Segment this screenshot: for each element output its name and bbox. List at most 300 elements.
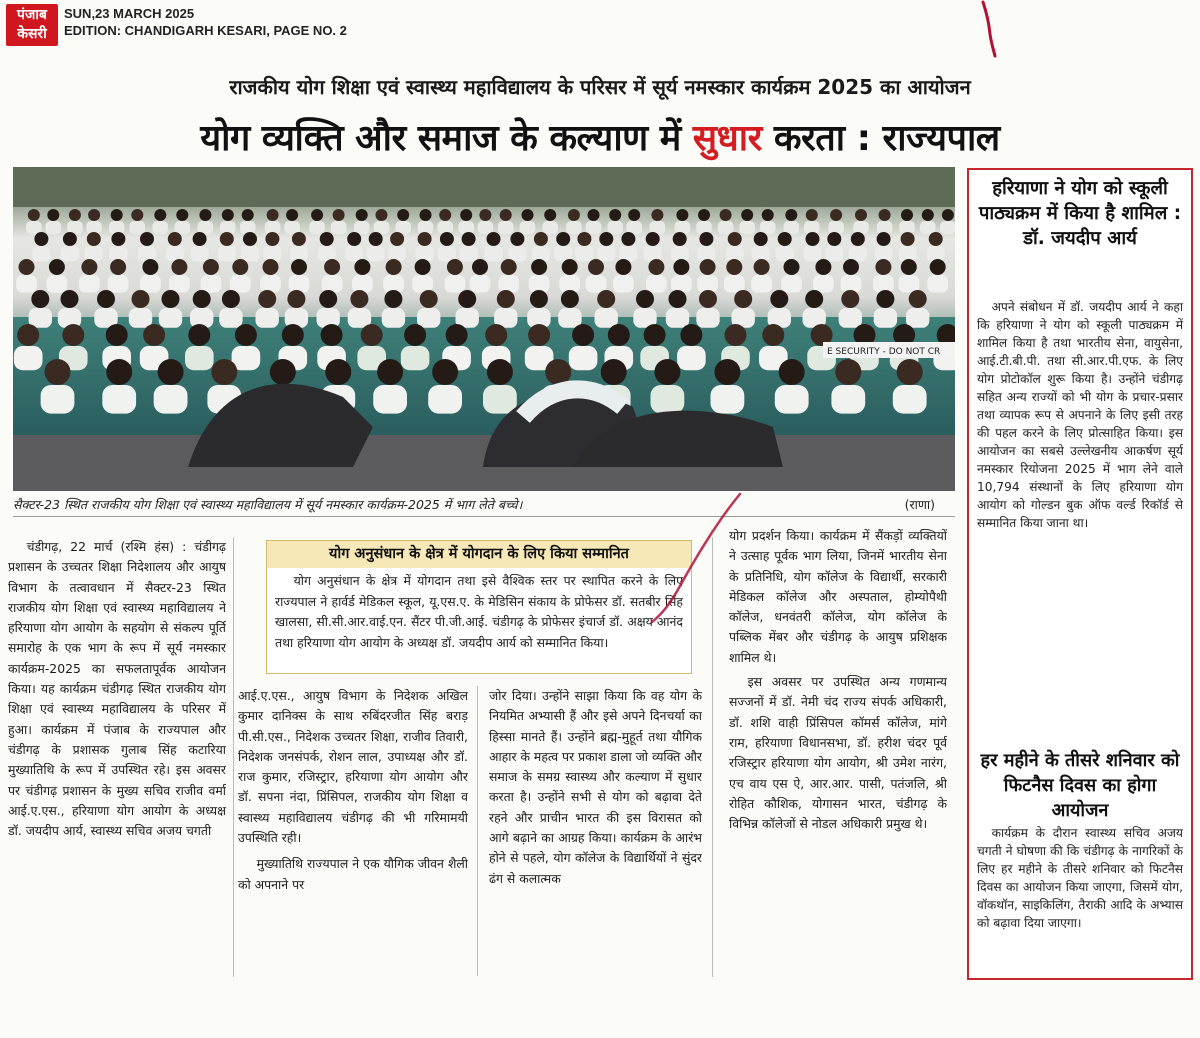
crowd-person-body (696, 308, 719, 328)
crowd-person-body (140, 275, 161, 293)
crowd-person-head (377, 359, 403, 385)
crowd-person-body (460, 246, 478, 261)
crowd-person-head (162, 290, 180, 308)
crowd-person-head (877, 232, 891, 246)
crowd-person-head (725, 324, 747, 346)
crowd-person-head (714, 359, 740, 385)
crowd-person-body (597, 246, 615, 261)
crowd-person-body (175, 221, 191, 234)
crowd-person-head (34, 232, 48, 246)
crowd-person-head (479, 209, 491, 221)
crowd-person-head (673, 259, 689, 275)
newspaper-logo (6, 4, 58, 46)
crowd-person-head (447, 259, 463, 275)
crowd-person-head (47, 209, 59, 221)
column-2-text-2: मुख्यातिथि राज्यपाल ने एक यौगिक जीवन शैली को अपनाने पर (238, 856, 468, 892)
crowd-person-head (386, 259, 402, 275)
crowd-person-head (415, 259, 431, 275)
crowd-person-head (930, 259, 946, 275)
crowd-person-head (320, 232, 334, 246)
crowd-person-head (158, 359, 184, 385)
crowd-person-body (874, 308, 897, 328)
crowd-person-body (813, 275, 834, 293)
crowd-person-head (875, 259, 891, 275)
sidebar-heading-1: हरियाणा ने योग को स्कूली पाठ्यक्रम में किया है शामिल : डॉ. जयदीप आर्य (978, 178, 1182, 249)
crowd-person-body (191, 246, 209, 261)
photo-credit: (राणा) (904, 497, 935, 512)
crowd-person-body (108, 275, 129, 293)
crowd-person-head (815, 259, 831, 275)
crowd-person-head (784, 259, 800, 275)
crowd-person-body (920, 221, 936, 234)
crowd-person-body (153, 221, 169, 234)
crowd-person-head (636, 290, 654, 308)
crowd-person-body (388, 246, 406, 261)
crowd-person-body (498, 275, 519, 293)
crowd-person-body (354, 221, 370, 234)
crowd-person-head (140, 232, 154, 246)
crowd-person-body (438, 246, 456, 261)
crowd-person-body (751, 275, 772, 293)
crowd-person-head (588, 259, 604, 275)
crowd-person-body (345, 246, 363, 261)
inset-body: योग अनुसंधान के क्षेत्र में योगदान तथा इसे वैश्विक स्तर पर स्थापित करने के लिए राज्यपाल ने हार्वर्ड मेडिकल स्कूल, यू.एस.ए. के मेडिसिन संकाय के प्रोफेसर डॉ. सतबीर सिंह खालसा, सी.सी.आर.वाई.एन. सैंटर पी.जी.आई. चंडीगढ़ के प्रोफेसर इंचार्ज डॉ. अक्षय आनंद तथा हरियाणा योग आयोग के अध्यक्ष डॉ. जयदीप आर्य को सम्मानित किया। (275, 573, 683, 650)
event-photo-illustration (13, 167, 955, 491)
crowd-person-head (369, 232, 383, 246)
crowd-person-head (45, 359, 71, 385)
crowd-person-head (830, 209, 842, 221)
headline-part-2: करता : राज्यपाल (761, 118, 1000, 159)
crowd-person-body (595, 308, 618, 328)
crowd-person-body (940, 221, 955, 234)
crowd-person-body (159, 308, 182, 328)
crowd-person-head (31, 290, 49, 308)
crowd-person-head (265, 232, 279, 246)
crowd-person-body (470, 275, 491, 293)
sidebar-body-2-text: कार्यक्रम के दौरान स्वास्थ्य सचिव अजय चगती ने घोषणा की कि चंडीगढ़ के नागरिकों के लिए हर महीने के तीसरे शनिवार को फिटनैस दिवस का आयोजन किया जाएगा, जिसमें योग, वॉकथॉन, साइकिलिंग, तैराकी आदि के अभ्यास को बढ़ावा दिया जाएगा। (977, 826, 1183, 930)
crowd-person-body (484, 246, 502, 261)
crowd-person-head (232, 259, 248, 275)
crowd-person-head (599, 232, 613, 246)
crowd-person-head (404, 324, 426, 346)
article-column-3 (489, 686, 702, 978)
event-photo (13, 167, 955, 491)
crowd-person-head (728, 232, 742, 246)
crowd-person-body (412, 275, 433, 293)
caption-rule (13, 516, 955, 517)
crowd-person-head (28, 209, 40, 221)
crowd-person-body (666, 308, 689, 328)
crowd-person-head (286, 209, 298, 221)
crowd-person-head (311, 209, 323, 221)
crowd-person-head (562, 259, 578, 275)
crowd-person-head (644, 324, 666, 346)
crowd-person-head (942, 209, 954, 221)
crowd-person-head (193, 232, 207, 246)
crowd-person-head (106, 324, 128, 346)
crowd-person-head (726, 259, 742, 275)
crowd-person-head (588, 209, 600, 221)
publication-date: SUN,23 MARCH 2025 (64, 6, 195, 21)
crowd-person-head (835, 359, 861, 385)
crowd-person-body (739, 221, 755, 234)
crowd-person-body (230, 275, 251, 293)
crowd-person-head (497, 290, 515, 308)
crowd-person-head (143, 324, 165, 346)
crowd-person-head (97, 290, 115, 308)
crowd-person-head (458, 290, 476, 308)
crowd-person-head (669, 290, 687, 308)
crowd-person-body (32, 246, 50, 261)
crowd-person-head (62, 324, 84, 346)
crowd-person-head (291, 259, 307, 275)
crowd-person-head (418, 232, 432, 246)
crowd-person-head (577, 232, 591, 246)
crowd-person-body (218, 246, 236, 261)
crowd-person-head (142, 259, 158, 275)
crowd-person-body (130, 221, 146, 234)
crowd-person-head (397, 209, 409, 221)
crowd-person-head (321, 324, 343, 346)
crowd-person-body (289, 275, 310, 293)
crowd-person-head (628, 209, 640, 221)
crowd-person-body (927, 246, 945, 261)
column-divider-3 (712, 537, 713, 977)
crowd-person-head (384, 290, 402, 308)
crowd-person-body (825, 246, 843, 261)
photo-banner-text: E SECURITY - DO NOT CR (827, 347, 941, 357)
crowd-person-body (671, 246, 689, 261)
crowd-person-head (646, 232, 660, 246)
column-4-text-2: इस अवसर पर उपस्थित अन्य गणमान्य सज्जनों में डॉ. नेमी चंद राज्य संपर्क अधिकारी, डॉ. शशि वाही प्रिंसिपल कॉमर्स कॉलेज, मांगे राम, हरियाणा विधानसभा, डॉ. हरीश चंदर पूर्व रजिस्ट्रार हरियाणा योग आयोग, श्री उमेश नारंग, एच वाय एस ऐ, आर.आर. पासी, पतंजलि, श्री रोहित कौशिक, योगासन भारत, चंडीगढ़ के विभिन्न कॉलेजों से नोडल अधिकारी प्रमुख थे। (729, 674, 947, 832)
crowd-person-body (619, 246, 637, 261)
crowd-person-head (131, 209, 143, 221)
crowd-person-head (778, 232, 792, 246)
crowd-person-head (61, 290, 79, 308)
crowd-person-head (673, 232, 687, 246)
crowd-person-head (762, 209, 774, 221)
crowd-person-head (698, 209, 710, 221)
crowd-person-head (168, 232, 182, 246)
crowd-person-body (724, 275, 745, 293)
crowd-person-head (699, 290, 717, 308)
crowd-person-body (586, 275, 607, 293)
article-kicker: राजकीय योग शिक्षा एवं स्वास्थ्य महाविद्यालय के परिसर में सूर्य नमस्कार कार्यक्रम 2025 का आयोजन (229, 75, 971, 99)
crowd-person-body (569, 346, 598, 370)
column-1-text: चंडीगढ़, 22 मार्च (रश्मि हंस) : चंडीगढ़ प्रशासन के उच्चतर शिक्षा निदेशालय और आयुष विभाग के तत्वावधान में सैक्टर-23 स्थित राजकीय योग शिक्षा एवं स्वास्थ्य महाविद्यालय ने हरियाणा योग आयोग के सहयोग से संकल्प पूर्ति समारोह के एक भाग के रूप में सूर्य नमस्कार कार्यक्रम-2025 का सफलतापूर्वक आयोजन किया। यह कार्यक्रम चंडीगढ़ स्थित राजकीय योग शिक्षा एवं स्वास्थ्य महाविद्यालय के परिसर में हुआ। कार्यक्रम में पंजाब के राज्यपाल और चंडीगढ़ के प्रशासक गुलाब सिंह कटारिया मुख्यातिथि के रूप में उपस्थित रहे। इस अवसर पर चंडीगढ़ प्रशासन के मुख्य सचिव राजीव वर्मा आई.ए.एस., हरियाणा योग आयोग के अध्यक्ष डॉ. जयदीप आर्य, स्वास्थ्य सचिव अजय चगती (8, 539, 226, 839)
crowd-person-head (676, 209, 688, 221)
crowd-person-head (462, 232, 476, 246)
column-4-text-1: योग प्रदर्शन किया। कार्यक्रम में सैंकड़ों व्यक्तियों ने उत्साह पूर्वक भाग लिया, जिनमें भारतीय सेना के प्रतिनिधि, योग कॉलेज के विद्यार्थी, सरकारी मेडिकल कॉलेज और अस्पताल, होम्योपैथी कॉलेज, धनवंतरी कॉलेज, योग कॉलेज के पब्लिक मेंबर और चंडीगढ़ के आयुष प्रशिक्षक शामिल थे। (729, 528, 947, 665)
column-2-text-1: आई.ए.एस., आयुष विभाग के निदेशक अखिल कुमार दानिक्स के साथ रुबिंदरजीत सिंह बराड़ पी.सी.एस., निदेशक उच्चतर शिक्षा, राजीव तिवारी, निदेशक जनसंपर्क, रोशन लाल, उपाध्यक्ष और डॉ. राज कुमार, रजिस्ट्रार, हरियाणा योग आयोग और डॉ. सपना नंदा, प्रिंसिपल, राजकीय योग शिक्षा व स्वास्थ्य महाविद्यालय चंडीगढ़ की भी गरिमामयी उपस्थिति रही। (238, 688, 468, 846)
article-column-4 (729, 526, 947, 978)
crowd-person-head (770, 290, 788, 308)
crowd-person-head (420, 290, 438, 308)
crowd-person-body (138, 246, 156, 261)
crowd-person-head (601, 359, 627, 385)
crowd-person-head (446, 324, 468, 346)
crowd-person-head (608, 324, 630, 346)
crowd-person-head (741, 209, 753, 221)
crowd-person-body (498, 221, 514, 234)
crowd-person-head (376, 209, 388, 221)
crowd-person-head (356, 209, 368, 221)
crowd-person-head (292, 232, 306, 246)
crowd-person-head (806, 232, 820, 246)
crowd-person-head (176, 209, 188, 221)
crowd-person-body (201, 275, 222, 293)
crowd-person-body (775, 385, 809, 414)
crowd-person-head (530, 290, 548, 308)
crowd-person-body (532, 246, 550, 261)
crowd-person-head (472, 259, 488, 275)
crowd-person-body (478, 221, 494, 234)
sidebar-body-1 (977, 298, 1183, 532)
crowd-person-body (644, 246, 662, 261)
crowd-person-head (522, 209, 534, 221)
crowd-person-body (352, 275, 373, 293)
sidebar-body-1-text: अपने संबोधन में डॉ. जयदीप आर्य ने कहा कि हरियाणा ने योग को स्कूली पाठ्यक्रम में शामिल किया है तथा भारतीय सेना, वायुसेना, आई.टी.बी.पी. तथा सी.आर.पी.एफ. के लिए योग प्रोटोकॉल शुरू किया है। उन्होंने चंडीगढ़ सहित अन्य राज्यों को भी योग के प्रचार-प्रसार तथा व्यापक रूप से अपनाने के लिए इसी तरह की पहल करने के लिए प्रोत्साहित किया। इस आयोजन का सबसे उल्लेखनीय आकर्षण सूर्य नमस्कार रियोजना 2025 में भाग लेने वाले 10,794 संस्थानों के लिए हरियाणा योग आयोग को गोल्डन बुक ऑफ वर्ल्ड रिकॉर्ड से सम्मानित किया जाना था। (977, 300, 1183, 530)
crowd-person-body (520, 221, 536, 234)
crowd-person-head (922, 209, 934, 221)
logo-line-1: पंजाब (17, 7, 47, 23)
crowd-person-head (243, 232, 257, 246)
crowd-person-head (347, 232, 361, 246)
crowd-person-body (575, 246, 593, 261)
crowd-person-body (263, 246, 281, 261)
crowd-person-head (485, 324, 507, 346)
crowd-person-body (428, 385, 462, 414)
crowd-person-body (416, 246, 434, 261)
crowd-person-body (697, 275, 718, 293)
crowd-person-head (897, 359, 923, 385)
crowd-person-body (586, 221, 602, 234)
crowd-person-head (929, 232, 943, 246)
crowd-person-body (417, 308, 440, 328)
crowd-person-head (651, 209, 663, 221)
sidebar-box (967, 168, 1193, 980)
crowd-person-head (805, 290, 823, 308)
crowd-person-head (440, 232, 454, 246)
crowd-person-head (88, 209, 100, 221)
crowd-person-head (806, 209, 818, 221)
photo-caption: सैक्टर-23 स्थित राजकीय योग शिक्षा एवं स्वास्थ्य महाविद्यालय में सूर्य नमस्कार कार्यक्रम-2025 में भाग लेते बच्चे। (13, 497, 523, 512)
crowd-person-head (267, 209, 279, 221)
crowd-person-body (260, 275, 281, 293)
crowd-person-head (901, 209, 913, 221)
crowd-person-head (319, 290, 337, 308)
crowd-person-head (350, 290, 368, 308)
article-column-2 (238, 686, 468, 978)
crowd-person-body (383, 275, 404, 293)
crowd-person-body (898, 275, 919, 293)
publication-edition: EDITION: CHANDIGARH KESARI, PAGE NO. 2 (64, 23, 347, 38)
crowd-person-body (828, 221, 844, 234)
crowd-person-body (831, 385, 865, 414)
crowd-person-head (19, 259, 35, 275)
inset-heading: योग अनुसंधान के क्षेत्र में योगदान के लिए किया सम्मानित (267, 541, 691, 568)
crowd-person-head (203, 259, 219, 275)
crowd-person-body (185, 346, 214, 370)
crowd-person-head (827, 232, 841, 246)
crowd-person-head (235, 324, 257, 346)
crowd-person-body (256, 308, 279, 328)
crowd-person-body (566, 221, 582, 234)
crowd-person-body (85, 246, 103, 261)
crowd-person-body (906, 308, 929, 328)
crowd-person-body (558, 308, 581, 328)
headline-part-1: योग व्यक्ति और समाज के कल्याण में (200, 118, 693, 159)
crowd-person-head (680, 324, 702, 346)
crowd-person-head (754, 259, 770, 275)
crowd-person-body (166, 246, 184, 261)
crowd-person-head (222, 290, 240, 308)
crowd-person-head (561, 290, 579, 308)
crowd-person-body (508, 246, 526, 261)
column-3-text: जोर दिया। उन्होंने साझा किया कि वह योग के नियमित अभ्यासी हैं और इसे अपने दिनचर्या का हिस्सा मानते हैं। उन्होंने ब्रह्म-मुहूर्त तथा यौगिक आहार के महत्व पर प्रकाश डाला जो व्यक्ति और समाज के समग्र स्वास्थ्य और कल्याण में सुधार करता है। उन्होंने सभी से योग को बढ़ावा देते रहने और प्राचीन भारत की इस विरासत को आगे बढ़ाने का आग्रह किया। कार्यक्रम के आरंभ होने से पहले, योग कॉलेज के विद्यार्थियों ने सुंदर ढंग से कलात्मक (489, 688, 702, 886)
sidebar-body-2 (977, 824, 1183, 932)
crowd-person-body (46, 221, 62, 234)
logo-line-2: केसरी (17, 26, 47, 42)
crowd-person-head (841, 290, 859, 308)
crowd-person-head (263, 259, 279, 275)
crowd-person-head (901, 232, 915, 246)
crowd-person-head (851, 232, 865, 246)
crowd-person-head (287, 290, 305, 308)
crowd-person-body (445, 275, 466, 293)
honour-inset-box (266, 540, 692, 674)
crowd-person-head (361, 324, 383, 346)
crowd-person-body (677, 346, 706, 370)
crowd-person-head (270, 359, 296, 385)
crowd-person-head (49, 259, 65, 275)
crowd-person-body (401, 346, 430, 370)
crowd-person-head (81, 259, 97, 275)
crowd-person-head (531, 259, 547, 275)
crowd-person-body (671, 275, 692, 293)
headline-highlight: सुधार (692, 118, 762, 159)
crowd-person-body (61, 246, 79, 261)
crowd-person-head (222, 209, 234, 221)
crowd-person-body (169, 275, 190, 293)
crowd-person-head (106, 359, 132, 385)
crowd-person-head (171, 259, 187, 275)
crowd-person-head (648, 259, 664, 275)
crowd-person-head (699, 232, 713, 246)
crowd-person-body (803, 246, 821, 261)
crowd-person-head (193, 290, 211, 308)
crowd-person-head (282, 324, 304, 346)
crowd-person-head (597, 290, 615, 308)
crowd-person-body (483, 385, 517, 414)
crowd-person-body (542, 221, 558, 234)
crowd-person-head (534, 232, 548, 246)
crowd-person-head (879, 209, 891, 221)
crowd-person-head (621, 232, 635, 246)
crowd-person-head (615, 259, 631, 275)
column-divider-1 (233, 537, 234, 977)
crowd-person-head (87, 232, 101, 246)
crowd-person-body (651, 385, 685, 414)
crowd-person-head (556, 232, 570, 246)
crowd-person-body (382, 308, 405, 328)
crowd-person-body (646, 275, 667, 293)
crowd-person-head (762, 324, 784, 346)
crowd-person-head (754, 232, 768, 246)
crowd-person-body (927, 275, 948, 293)
crowd-person-head (439, 209, 451, 221)
crowd-person-body (322, 275, 343, 293)
crowd-person-head (500, 209, 512, 221)
crowd-person-body (373, 385, 407, 414)
column-divider-2 (477, 686, 478, 976)
crowd-person-head (501, 259, 517, 275)
crowd-person-head (544, 209, 556, 221)
crowd-person-body (367, 246, 385, 261)
crowd-person-head (132, 290, 150, 308)
crowd-person-body (841, 275, 862, 293)
crowd-person-head (528, 324, 550, 346)
crowd-person-head (111, 209, 123, 221)
article-column-1 (8, 537, 226, 977)
crowd-person-head (855, 209, 867, 221)
crowd-person-head (654, 359, 680, 385)
crowd-person-head (901, 259, 917, 275)
crowd-person-head (188, 324, 210, 346)
article-headline (8, 112, 1192, 161)
crowd-person-head (572, 324, 594, 346)
crowd-person-body (696, 221, 712, 234)
crowd-person-head (324, 259, 340, 275)
crowd-person-head (487, 359, 513, 385)
crowd-person-body (675, 221, 691, 234)
crowd-person-head (720, 209, 732, 221)
crowd-person-body (240, 221, 256, 234)
crowd-person-head (242, 209, 254, 221)
crowd-person-body (309, 221, 325, 234)
crowd-person-body (331, 221, 347, 234)
crowd-person-head (154, 209, 166, 221)
crowd-person-body (241, 246, 259, 261)
crowd-person-body (458, 221, 474, 234)
crowd-person-body (607, 221, 623, 234)
crowd-person-body (129, 308, 152, 328)
crowd-person-head (69, 209, 81, 221)
crowd-person-body (79, 275, 100, 293)
crowd-person-body (853, 221, 869, 234)
crowd-person-head (609, 209, 621, 221)
crowd-person-head (779, 359, 805, 385)
pen-mark-top (975, 0, 1005, 60)
crowd-person-head (258, 290, 276, 308)
crowd-person-body (26, 221, 42, 234)
crowd-person-head (876, 290, 894, 308)
crowd-person-head (111, 232, 125, 246)
crowd-person-body (16, 275, 37, 293)
publication-meta (64, 5, 347, 39)
crowd-person-head (700, 259, 716, 275)
crowd-person-body (893, 385, 927, 414)
crowd-person-head (220, 232, 234, 246)
crowd-person-head (354, 259, 370, 275)
crowd-person-head (843, 259, 859, 275)
crowd-person-body (718, 221, 734, 234)
crowd-person-body (14, 346, 43, 370)
crowd-person-head (17, 324, 39, 346)
crowd-person-head (390, 232, 404, 246)
crowd-person-head (333, 209, 345, 221)
crowd-person-body (219, 308, 242, 328)
